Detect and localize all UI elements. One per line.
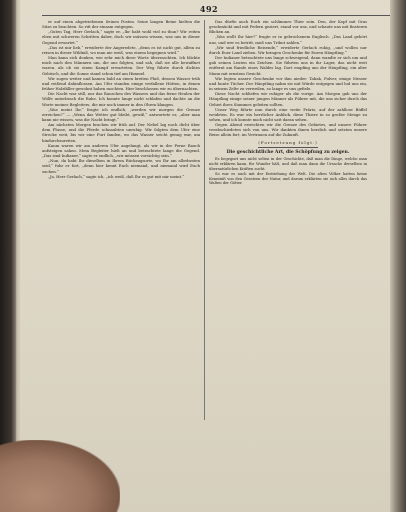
section-rule — [258, 147, 318, 148]
paragraph: So war es auch mit der Entstehung der Welt. Die alten Völker hatten keine Kenntniß von den Gesetzen der Natur, und darum erklärten sie sich alles durch das Walten der Götter. — [209, 171, 367, 186]
paragraph: Das dürfte auch Euch ein schlimmes Thier sein. Den, der Kopf mit Gras geschmückt und mit Federn geziert, stand vor uns, und schaute uns mit finsteren Blicken an. — [209, 19, 367, 35]
book-spine — [0, 0, 16, 512]
paragraph: „Was meint Ihr,“ fragte ich endlich, „werden wir morgen die Grenze erreichen?“ — „Wenn das Wetter gut bleibt, gewiß,“ antwortete er, „aber man kann nie wissen, was die Nacht bringt.“ — [42, 106, 200, 122]
page-edge — [390, 0, 406, 512]
continued-note: (Fortsetzung folgt.) — [258, 139, 318, 145]
paragraph: Wir legten unsere Geschenke vor ihm nieder: Tabak, Pulver, einige Messer und bunte Tücher. Der Häuptling nahm sie mit Würde entgegen und lud uns ein, in seinem Zelte zu verweilen, so lange es uns gefiele. — [209, 75, 367, 92]
paragraph: Kaum waren wir am anderen Ufer angelangt, als wir in der Ferne Rauch aufsteigen sahen. Mein Begleiter hielt an und betrachtete lange die Gegend. „Das sind Indianer,“ sagte er endlich, „wir müssen vorsichtig sein.“ — [42, 142, 200, 159]
thumb-holding-page — [0, 440, 120, 512]
paragraph: „Was wollt Ihr hier?“ fragte er in gebrochenem Englisch. „Das Land gehört uns, und wer es betritt, muß uns Tribut zahlen.“ — [209, 34, 367, 45]
section-heading: Die geschichtliche Art, die Schöpfung zu zeigen. — [226, 149, 350, 155]
paragraph: „Guten Tag, Herr Gerlach,“ sagte er, „Ihr habt wohl viel zu thun? Wir reiten eben mit schweren Schritten daher, doch wir müssen wissen, was uns in dieser Gegend erwartet.“ — [42, 29, 200, 45]
paragraph: Diese Nacht schliefen wir ruhiger als die vorige. Am Morgen gab uns der Häuptling einige seiner jungen Männer als Führer mit, die uns sicher durch das Gebiet ihres Stammes geleiten sollten. — [209, 91, 367, 107]
paragraph: „Nun, da habt Ihr dieselben in Ihrem Rückzugsorte, wo Ihr am allerbesten seid,“ fuhr er fort, „denn hier kennt Euch niemand, und niemand wird Euch suchen.“ — [42, 158, 200, 174]
notes-section — [209, 157, 367, 186]
paragraph: Gegen Abend erreichten wir die Grenze des Gebietes, und unsere Führer verabschiedeten sich von uns. Wir dankten ihnen herzlich und setzten unsere Reise allein fort, im Vertrauen auf die Zukunft. — [209, 122, 367, 138]
paragraph: Der Indianer betrachtete uns lange schweigend, dann wandte er sich um und gab seinen Leuten ein Zeichen. Sie führten uns in ihr Lager, das nicht weit entfernt am Rande eines Waldes lag. Dort empfing uns der Häuptling, ein alter Mann mit ernstem Gesicht. — [209, 55, 367, 76]
paragraph: Wir zogen weiter und kamen bald an einen breiten Fluß, dessen Wasser trüb und reißend dahinflossen. Am Ufer standen einige verfallene Hütten, in denen früher Holzfäller gewohnt haben mochten. Hier beschlossen wir zu übernachten. — [42, 75, 200, 92]
paragraph: Man kann sich denken, wie sehr mich diese Worte überraschten. Ich blickte mich nach den Männern um, die uns folgten, und sah, daß sie alle bewaffnet waren, als ob sie einen Kampf erwarteten. Der Weg führte durch dichtes Gebüsch, und die Sonne stand schon tief am Himmel. — [42, 55, 200, 76]
header-rule — [42, 15, 392, 16]
paragraph: Unser Weg führte nun durch eine weite Prärie, auf der zahllose Büffel weideten. Es war ein herrlicher Anblick, diese Thiere in so großer Menge zu sehen, und ich konnte mich nicht satt daran sehen. — [209, 106, 367, 122]
column-divider — [204, 20, 205, 420]
paragraph: er auf einen abgetriebenen Seinen Posten. Seine langen Beine hielten die Sitze zu beachten. So ritt der einsam entgegen. — [42, 19, 200, 30]
right-column — [209, 19, 367, 186]
paragraph: Am nächsten Morgen brachen wir früh auf. Der Nebel lag noch dicht über dem Flusse, und die Pferde schnaubten unruhig. Wir folgten dem Ufer eine Strecke weit, bis wir eine Furt fanden, wo das Wasser seicht genug war, um hindurchzureiten. — [42, 122, 200, 143]
paragraph: „Das ist mir lieb,“ erwiderte der Angeredete, „denn es ist nicht gut, allein zu reisen in dieser Wildniß, wo man nie weiß, was einem begegnen wird.“ — [42, 44, 200, 55]
paragraph: „Wir sind friedliche Reisende,“ erwiderte Gerlach ruhig, „und wollen nur durch Euer Land ziehen. Wir bringen Geschenke für Euren Häuptling.“ — [209, 44, 367, 55]
paragraph: Die Nacht war still, nur das Rauschen des Wassers und das ferne Heulen der Wölfe unterbrach die Ruhe. Ich konnte lange nicht schlafen und dachte an die Worte meines Begleiters, die mir noch immer in den Ohren klangen. — [42, 91, 200, 107]
paragraph: „Ja, Herr Gerlach,“ sagte ich, „ich weiß, daß Ihr es gut mit mir meint.“ — [48, 173, 185, 179]
paragraph: Es begegnet uns nicht selten in der Geschichte, daß man die Dinge, welche man nicht erklären kann, für Wunder hält, und daß man dann die Ursache derselben in übernatürlichen Kräften sucht. — [209, 156, 367, 171]
page-number: 492 — [199, 4, 219, 14]
left-column — [42, 19, 200, 179]
